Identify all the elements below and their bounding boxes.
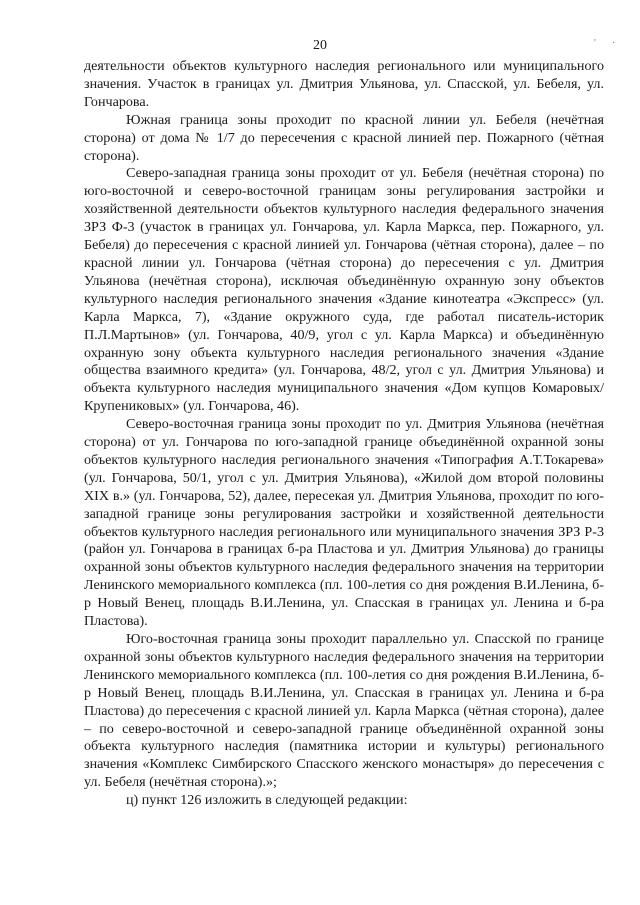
paragraph-northeast-boundary: Северо-восточная граница зоны проходит по ул. Дмитрия Ульянова (нечётная сторона) от ул. Гончарова по юго-западной границе объединённой охранной зоны объектов культурного наследия регионального значения «Типография А.Т.Токарева» (ул. Гончарова, 50/1, угол с ул. Дмитрия Ульянова), «Жилой дом второй половины XIX в.» (ул. Гончарова, 52), далее, пересекая ул. Дмитрия Ульянова, проходит по юго-западной границе зоны регулирования застройки и хозяйственной деятельности объектов культурного наследия регионального или муниципального значения ЗРЗ Р-3 (район ул. Гончарова в границах б-ра Пластова и ул. Дмитрия Ульянова) до границы охранной зоны объектов культурного наследия федерального значения на территории Ленинского мемориального комплекса (пл. 100-летия со дня рождения В.И.Ленина, б-р Новый Венец, площадь В.И.Ленина, ул. Спасская в границах ул. Ленина и б-ра Пластова). — [84, 416, 604, 630]
paragraph-northwest-boundary: Северо-западная граница зоны проходит от ул. Бебеля (нечётная сторона) по юго-восточной и северо-восточной границам зоны регулирования застройки и хозяйственной деятельности объектов культурного наследия федерального значения ЗРЗ Ф-3 (участок в границах ул. Гончарова, ул. Карла Маркса, пер. Пожарного, ул. Бебеля) до пересечения с красной линией ул. Гончарова (чётная сторона), далее – по красной линии ул. Гончарова (чётная сторона) до пересечения с ул. Дмитрия Ульянова (нечётная сторона), исключая объединённую охранную зону объектов культурного наследия регионального значения «Здание кинотеатра «Экспресс» (ул. Карла Маркса, 7), «Здание окружного суда, где работал писатель-историк П.Л.Мартынов» (ул. Гончарова, 40/9, угол с ул. Карла Маркса) и объединённую охранную зону объекта культурного наследия регионального значения «Здание общества взаимного кредита» (ул. Гончарова, 48/2, угол с ул. Дмитрия Ульянова) и объекта культурного наследия муниципального значения «Дом купцов Комаровых/Крупениковых» (ул. Гончарова, 46). — [84, 165, 604, 415]
document-body — [84, 58, 604, 810]
paragraph-southeast-boundary: Юго-восточная граница зоны проходит параллельно ул. Спасской по границе охранной зоны объектов культурного наследия федерального значения на территории Ленинского мемориального комплекса (пл. 100-летия со дня рождения В.И.Ленина, б-р Новый Венец, площадь В.И.Ленина, ул. Спасская в границах ул. Ленина и б-ра Пластова) до пересечения с красной линией ул. Карла Маркса (чётная сторона), далее – по северо-восточной и северо-западной границе объединённой охранной зоны объекта культурного наследия (памятника истории и культуры) регионального значения «Комплекс Симбирского Спасского женского монастыря» до пересечения с ул. Бебеля (нечётная сторона).»; — [84, 631, 604, 791]
margin-mark: ' — [594, 38, 596, 49]
page-number: 20 — [313, 38, 327, 53]
paragraph-item-126: ц) пункт 126 изложить в следующей редакции: — [126, 792, 408, 809]
paragraph-south-boundary: Южная граница зоны проходит по красной линии ул. Бебеля (нечётная сторона) от дома № 1/7 до пересечения с красной линией пер. Пожарного (чётная сторона). — [84, 111, 604, 164]
margin-mark: · — [612, 38, 616, 49]
paragraph-continuation: деятельности объектов культурного наследия регионального или муниципального значения. Участок в границах ул. Дмитрия Ульянова, ул. Спасской, ул. Бебеля, ул. Гончарова. — [84, 58, 604, 110]
